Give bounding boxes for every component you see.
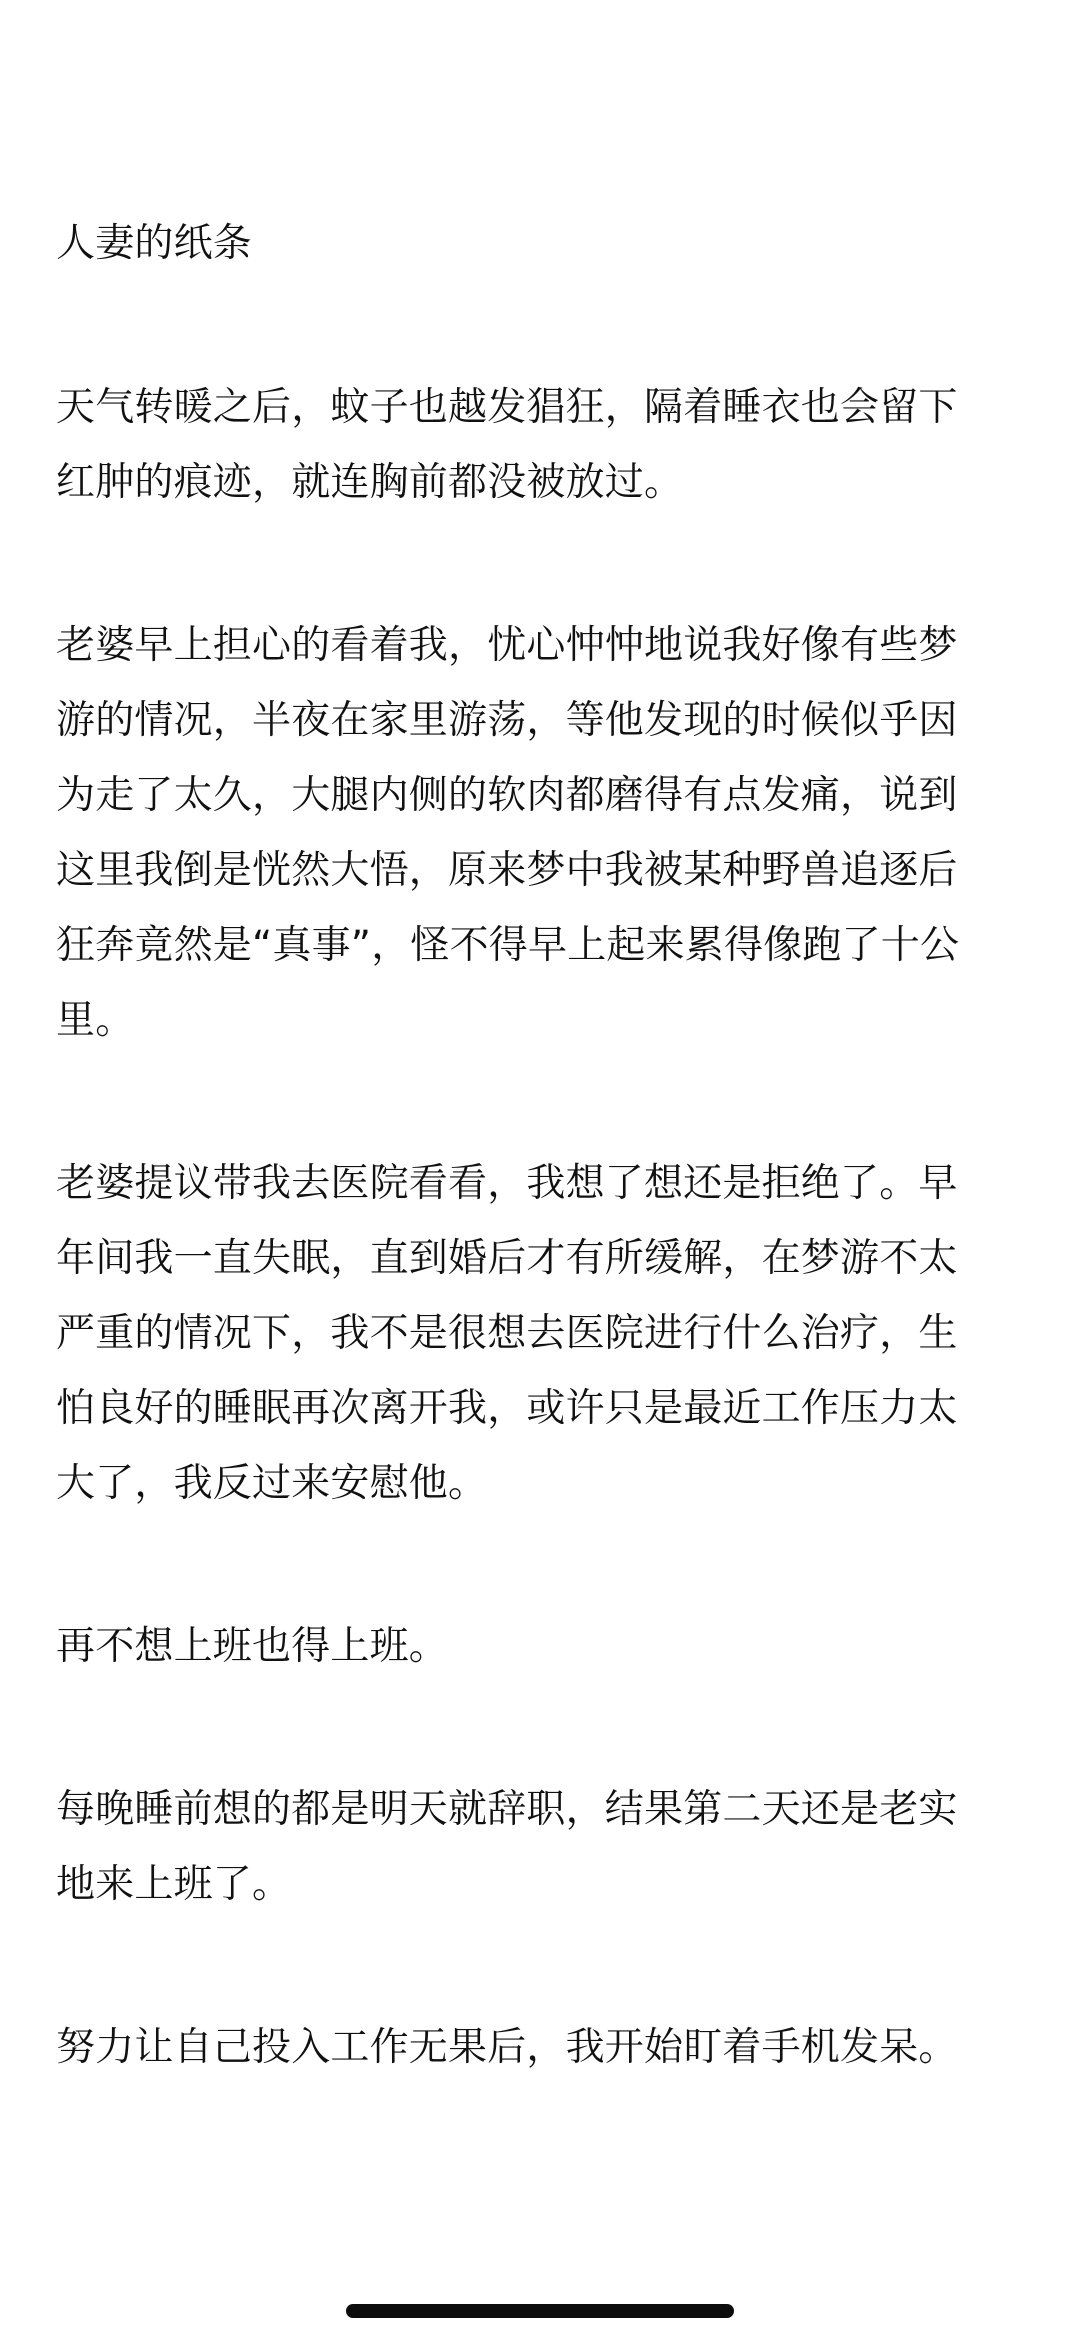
document-title: 人妻的纸条: [56, 221, 253, 266]
paragraph-line: 严重的情况下，我不是很想去医院进行什么治疗，生: [56, 1311, 958, 1356]
paragraph-line: 游的情况，半夜在家里游荡，等他发现的时候似乎因: [56, 698, 958, 743]
paragraph-line: 老婆早上担心的看着我，忧心忡忡地说我好像有些梦: [56, 623, 958, 668]
paragraph-line: 年间我一直失眠，直到婚后才有所缓解，在梦游不太: [56, 1236, 958, 1281]
paragraph-line: 再不想上班也得上班。: [56, 1624, 449, 1669]
paragraph-line: 大了，我反过来安慰他。: [56, 1461, 488, 1506]
home-indicator[interactable]: [346, 2304, 734, 2318]
paragraph-line: 里。: [56, 998, 135, 1043]
paragraph-line: 为走了太久，大腿内侧的软肉都磨得有点发痛，说到: [56, 773, 958, 818]
paragraph-line: 红肿的痕迹，就连胸前都没被放过。: [56, 460, 684, 505]
paragraph-line: 每晚睡前想的都是明天就辞职，结果第二天还是老实: [56, 1787, 958, 1832]
paragraph-line: 这里我倒是恍然大悟，原来梦中我被某种野兽追逐后: [56, 848, 958, 893]
paragraph-line: 努力让自己投入工作无果后，我开始盯着手机发呆。: [56, 2025, 958, 2070]
paragraph-line: 天气转暖之后，蚊子也越发猖狂，隔着睡衣也会留下: [56, 385, 958, 430]
paragraph-line: 地来上班了。: [56, 1862, 292, 1907]
paragraph-line: 怕良好的睡眠再次离开我，或许只是最近工作压力太: [56, 1386, 958, 1431]
paragraph-line: 老婆提议带我去医院看看，我想了想还是拒绝了。早: [56, 1161, 958, 1206]
paragraph-line: 狂奔竟然是“真事”，怪不得早上起来累得像跑了十公: [56, 923, 960, 968]
